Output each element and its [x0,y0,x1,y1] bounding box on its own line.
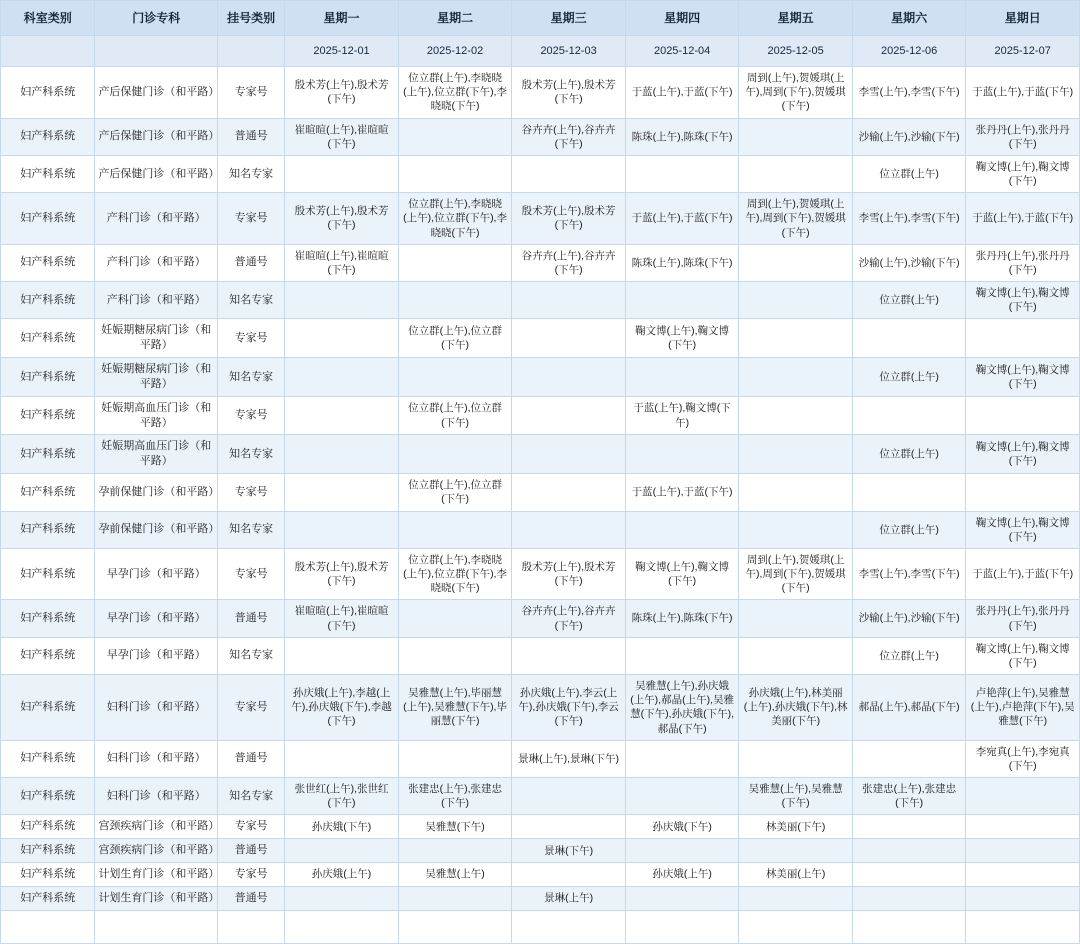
cell-specialty: 早孕门诊（和平路） [95,637,218,674]
cell-sunday: 鞠文博(上午),鞠文博(下午) [966,358,1080,397]
cell-monday [285,910,399,943]
cell-registration-type: 专家号 [218,319,285,358]
cell-tuesday: 张建忠(上午),张建忠(下午) [398,778,512,815]
cell-specialty: 产后保健门诊（和平路） [95,155,218,192]
cell-saturday [852,815,966,839]
cell-saturday [852,910,966,943]
header-friday: 星期五 [739,1,853,36]
cell-specialty: 产科门诊（和平路） [95,282,218,319]
cell-friday [739,118,853,155]
cell-thursday [625,778,739,815]
cell-friday [739,839,853,863]
cell-specialty: 产科门诊（和平路） [95,244,218,281]
cell-friday: 林美丽(上午) [739,863,853,887]
table-row [1,435,1080,474]
cell-wednesday: 殷术芳(上午),殷术芳(下午) [512,193,626,245]
cell-wednesday [512,815,626,839]
cell-thursday [625,282,739,319]
table-row [1,600,1080,637]
cell-tuesday: 位立群(上午),位立群(下午) [398,396,512,435]
table-row [1,319,1080,358]
cell-specialty: 妇科门诊（和平路） [95,778,218,815]
table-row [1,511,1080,548]
cell-specialty: 孕前保健门诊（和平路） [95,511,218,548]
cell-registration-type: 普通号 [218,118,285,155]
cell-specialty: 计划生育门诊（和平路） [95,886,218,910]
date-saturday: 2025-12-06 [852,36,966,67]
cell-thursday [625,358,739,397]
cell-wednesday: 殷术芳(上午),殷术芳(下午) [512,548,626,600]
cell-department: 妇产科系统 [1,244,95,281]
date-monday: 2025-12-01 [285,36,399,67]
cell-monday [285,511,399,548]
cell-saturday [852,319,966,358]
cell-thursday [625,910,739,943]
cell-saturday: 李雪(上午),李雪(下午) [852,548,966,600]
cell-thursday [625,839,739,863]
cell-department: 妇产科系统 [1,863,95,887]
cell-friday [739,474,853,511]
header-tuesday: 星期二 [398,1,512,36]
cell-wednesday: 谷卉卉(上午),谷卉卉(下午) [512,118,626,155]
header-specialty: 门诊专科 [95,1,218,36]
cell-specialty: 妊娠期糖尿病门诊（和平路） [95,358,218,397]
cell-tuesday [398,155,512,192]
cell-friday [739,886,853,910]
cell-thursday [625,511,739,548]
header-reg-type: 挂号类别 [218,1,285,36]
cell-department: 妇产科系统 [1,740,95,777]
cell-registration-type: 知名专家 [218,155,285,192]
cell-saturday: 沙输(上午),沙输(下午) [852,118,966,155]
cell-monday [285,886,399,910]
table-row [1,118,1080,155]
date-row [1,36,1080,67]
cell-thursday [625,740,739,777]
cell-department: 妇产科系统 [1,511,95,548]
table-row [1,886,1080,910]
date-tuesday: 2025-12-02 [398,36,512,67]
cell-specialty: 妊娠期高血压门诊（和平路） [95,435,218,474]
cell-registration-type: 普通号 [218,600,285,637]
header-monday: 星期一 [285,1,399,36]
cell-monday: 殷术芳(上午),殷术芳(下午) [285,548,399,600]
cell-monday [285,155,399,192]
cell-sunday [966,319,1080,358]
cell-friday [739,637,853,674]
cell-registration-type: 专家号 [218,548,285,600]
cell-saturday [852,863,966,887]
header-row [1,1,1080,36]
header-thursday: 星期四 [625,1,739,36]
cell-wednesday: 景琳(下午) [512,839,626,863]
cell-registration-type: 普通号 [218,886,285,910]
cell-department: 妇产科系统 [1,67,95,119]
cell-wednesday: 殷术芳(上午),殷术芳(下午) [512,67,626,119]
cell-saturday: 位立群(上午) [852,637,966,674]
header-saturday: 星期六 [852,1,966,36]
cell-saturday: 郝晶(上午),郝晶(下午) [852,675,966,741]
table-row [1,67,1080,119]
cell-specialty: 宫颈疾病门诊（和平路） [95,839,218,863]
cell-friday [739,155,853,192]
cell-friday [739,910,853,943]
cell-saturday [852,839,966,863]
date-cell-reg-type [218,36,285,67]
cell-sunday: 卢艳萍(上午),吴雅慧(上午),卢艳萍(下午),吴雅慧(下午) [966,675,1080,741]
cell-monday [285,474,399,511]
cell-sunday [966,778,1080,815]
cell-tuesday [398,244,512,281]
cell-department: 妇产科系统 [1,435,95,474]
cell-specialty: 计划生育门诊（和平路） [95,863,218,887]
cell-sunday: 鞠文博(上午),鞠文博(下午) [966,637,1080,674]
table-header [1,1,1080,36]
cell-department: 妇产科系统 [1,637,95,674]
cell-thursday: 陈珠(上午),陈珠(下午) [625,600,739,637]
cell-friday [739,435,853,474]
cell-friday [739,511,853,548]
cell-department: 妇产科系统 [1,118,95,155]
cell-tuesday: 吴雅慧(下午) [398,815,512,839]
cell-thursday [625,155,739,192]
cell-monday [285,319,399,358]
table-row [1,815,1080,839]
cell-sunday: 鞠文博(上午),鞠文博(下午) [966,435,1080,474]
cell-monday [285,839,399,863]
cell-friday [739,358,853,397]
cell-department: 妇产科系统 [1,886,95,910]
cell-tuesday: 位立群(上午),位立群(下午) [398,474,512,511]
cell-specialty: 产后保健门诊（和平路） [95,67,218,119]
cell-sunday: 鞠文博(上午),鞠文博(下午) [966,155,1080,192]
cell-wednesday [512,358,626,397]
cell-friday [739,282,853,319]
cell-department: 妇产科系统 [1,675,95,741]
cell-registration-type: 普通号 [218,740,285,777]
cell-wednesday: 谷卉卉(上午),谷卉卉(下午) [512,244,626,281]
cell-department [1,910,95,943]
cell-tuesday: 吴雅慧(上午) [398,863,512,887]
cell-sunday [966,839,1080,863]
cell-wednesday [512,511,626,548]
cell-saturday: 位立群(上午) [852,358,966,397]
cell-saturday: 李雪(上午),李雪(下午) [852,193,966,245]
cell-thursday: 孙庆娥(上午) [625,863,739,887]
cell-monday: 孙庆娥(上午) [285,863,399,887]
cell-specialty: 产后保健门诊（和平路） [95,118,218,155]
cell-friday [739,396,853,435]
table-row [1,358,1080,397]
cell-saturday: 位立群(上午) [852,282,966,319]
cell-saturday: 位立群(上午) [852,155,966,192]
cell-tuesday [398,511,512,548]
cell-wednesday [512,910,626,943]
cell-thursday: 于蓝(上午),鞠文博(下午) [625,396,739,435]
cell-friday [739,740,853,777]
cell-department: 妇产科系统 [1,319,95,358]
cell-tuesday [398,839,512,863]
cell-department: 妇产科系统 [1,358,95,397]
cell-specialty: 妇科门诊（和平路） [95,740,218,777]
table-row [1,839,1080,863]
table-body [1,36,1080,944]
cell-sunday: 李宛真(上午),李宛真(下午) [966,740,1080,777]
cell-tuesday [398,358,512,397]
cell-tuesday: 位立群(上午),李晓晓(上午),位立群(下午),李晓晓(下午) [398,193,512,245]
cell-tuesday [398,600,512,637]
cell-monday [285,637,399,674]
cell-registration-type: 专家号 [218,396,285,435]
cell-department: 妇产科系统 [1,474,95,511]
cell-specialty [95,910,218,943]
table-row [1,193,1080,245]
cell-registration-type: 专家号 [218,67,285,119]
cell-sunday: 于蓝(上午),于蓝(下午) [966,548,1080,600]
cell-wednesday [512,319,626,358]
cell-wednesday [512,396,626,435]
cell-specialty: 宫颈疾病门诊（和平路） [95,815,218,839]
cell-friday [739,600,853,637]
cell-registration-type: 专家号 [218,675,285,741]
cell-friday: 孙庆娥(上午),林美丽(上午),孙庆娥(下午),林美丽(下午) [739,675,853,741]
cell-wednesday [512,155,626,192]
cell-monday [285,740,399,777]
cell-registration-type: 专家号 [218,815,285,839]
cell-saturday [852,886,966,910]
cell-sunday [966,474,1080,511]
table-row [1,244,1080,281]
cell-department: 妇产科系统 [1,778,95,815]
cell-registration-type: 知名专家 [218,282,285,319]
cell-tuesday: 位立群(上午),位立群(下午) [398,319,512,358]
cell-tuesday [398,637,512,674]
cell-registration-type: 知名专家 [218,358,285,397]
cell-thursday: 于蓝(上午),于蓝(下午) [625,193,739,245]
date-friday: 2025-12-05 [739,36,853,67]
cell-tuesday [398,282,512,319]
cell-wednesday: 孙庆娥(上午),李云(上午),孙庆娥(下午),李云(下午) [512,675,626,741]
cell-thursday: 孙庆娥(下午) [625,815,739,839]
cell-sunday [966,396,1080,435]
table-row [1,396,1080,435]
cell-wednesday: 景琳(上午) [512,886,626,910]
cell-specialty: 早孕门诊（和平路） [95,600,218,637]
cell-monday: 崔暄暄(上午),崔暄暄(下午) [285,244,399,281]
cell-saturday: 沙输(上午),沙输(下午) [852,600,966,637]
cell-registration-type: 专家号 [218,863,285,887]
cell-friday: 吴雅慧(上午),吴雅慧(下午) [739,778,853,815]
cell-department: 妇产科系统 [1,600,95,637]
cell-monday: 崔暄暄(上午),崔暄暄(下午) [285,118,399,155]
cell-registration-type: 普通号 [218,839,285,863]
cell-registration-type: 知名专家 [218,778,285,815]
cell-specialty: 孕前保健门诊（和平路） [95,474,218,511]
cell-department: 妇产科系统 [1,839,95,863]
table-row [1,282,1080,319]
cell-tuesday [398,435,512,474]
cell-monday: 殷术芳(上午),殷术芳(下午) [285,67,399,119]
cell-saturday: 沙输(上午),沙输(下午) [852,244,966,281]
cell-sunday [966,886,1080,910]
date-thursday: 2025-12-04 [625,36,739,67]
cell-sunday: 于蓝(上午),于蓝(下午) [966,67,1080,119]
cell-friday: 周到(上午),贺媛琪(上午),周到(下午),贺媛琪(下午) [739,193,853,245]
cell-saturday [852,740,966,777]
table-row [1,548,1080,600]
cell-sunday: 鞠文博(上午),鞠文博(下午) [966,511,1080,548]
header-sunday: 星期日 [966,1,1080,36]
cell-wednesday: 景琳(上午),景琳(下午) [512,740,626,777]
cell-department: 妇产科系统 [1,155,95,192]
table-row [1,675,1080,741]
cell-monday [285,435,399,474]
cell-thursday: 于蓝(上午),于蓝(下午) [625,474,739,511]
date-cell-dept [1,36,95,67]
cell-monday [285,358,399,397]
cell-tuesday: 位立群(上午),李晓晓(上午),位立群(下午),李晓晓(下午) [398,548,512,600]
header-dept: 科室类别 [1,1,95,36]
cell-registration-type: 专家号 [218,193,285,245]
cell-specialty: 早孕门诊（和平路） [95,548,218,600]
cell-thursday [625,435,739,474]
cell-sunday [966,910,1080,943]
cell-department: 妇产科系统 [1,396,95,435]
cell-department: 妇产科系统 [1,282,95,319]
cell-saturday: 位立群(上午) [852,435,966,474]
cell-specialty: 妇科门诊（和平路） [95,675,218,741]
cell-monday: 崔暄暄(上午),崔暄暄(下午) [285,600,399,637]
cell-specialty: 产科门诊（和平路） [95,193,218,245]
cell-monday: 殷术芳(上午),殷术芳(下午) [285,193,399,245]
cell-saturday [852,396,966,435]
table-row [1,863,1080,887]
cell-tuesday [398,910,512,943]
cell-friday: 周到(上午),贺媛琪(上午),周到(下午),贺媛琪(下午) [739,67,853,119]
cell-sunday [966,863,1080,887]
cell-wednesday: 谷卉卉(上午),谷卉卉(下午) [512,600,626,637]
cell-tuesday: 吴雅慧(上午),毕丽慧(上午),吴雅慧(下午),毕丽慧(下午) [398,675,512,741]
cell-monday: 孙庆娥(下午) [285,815,399,839]
cell-wednesday [512,474,626,511]
cell-registration-type [218,910,285,943]
cell-friday [739,244,853,281]
cell-saturday: 张建忠(上午),张建忠(下午) [852,778,966,815]
cell-tuesday: 位立群(上午),李晓晓(上午),位立群(下午),李晓晓(下午) [398,67,512,119]
header-wednesday: 星期三 [512,1,626,36]
cell-sunday [966,815,1080,839]
cell-registration-type: 知名专家 [218,435,285,474]
cell-registration-type: 普通号 [218,244,285,281]
cell-thursday: 吴雅慧(上午),孙庆娥(上午),郝晶(上午),吴雅慧(下午),孙庆娥(下午),郝晶(下午) [625,675,739,741]
table-row [1,740,1080,777]
table-row [1,155,1080,192]
cell-tuesday [398,886,512,910]
cell-wednesday [512,282,626,319]
cell-thursday [625,637,739,674]
cell-specialty: 妊娠期糖尿病门诊（和平路） [95,319,218,358]
cell-saturday: 位立群(上午) [852,511,966,548]
cell-thursday: 陈珠(上午),陈珠(下午) [625,118,739,155]
table-row [1,910,1080,943]
cell-sunday: 张丹丹(上午),张丹丹(下午) [966,600,1080,637]
cell-registration-type: 知名专家 [218,637,285,674]
cell-thursday: 鞠文博(上午),鞠文博(下午) [625,319,739,358]
cell-department: 妇产科系统 [1,548,95,600]
cell-department: 妇产科系统 [1,193,95,245]
table-row [1,637,1080,674]
cell-sunday: 鞠文博(上午),鞠文博(下午) [966,282,1080,319]
cell-monday: 孙庆娥(上午),李越(上午),孙庆娥(下午),李越(下午) [285,675,399,741]
cell-wednesday [512,863,626,887]
cell-friday: 林美丽(下午) [739,815,853,839]
cell-sunday: 张丹丹(上午),张丹丹(下午) [966,118,1080,155]
cell-registration-type: 知名专家 [218,511,285,548]
cell-wednesday [512,637,626,674]
cell-thursday: 于蓝(上午),于蓝(下午) [625,67,739,119]
cell-specialty: 妊娠期高血压门诊（和平路） [95,396,218,435]
table-row [1,474,1080,511]
cell-thursday [625,886,739,910]
cell-saturday: 李雪(上午),李雪(下午) [852,67,966,119]
cell-sunday: 张丹丹(上午),张丹丹(下午) [966,244,1080,281]
cell-thursday: 鞠文博(上午),鞠文博(下午) [625,548,739,600]
cell-department: 妇产科系统 [1,815,95,839]
cell-tuesday [398,740,512,777]
cell-monday [285,282,399,319]
cell-wednesday [512,435,626,474]
date-cell-specialty [95,36,218,67]
cell-wednesday [512,778,626,815]
date-sunday: 2025-12-07 [966,36,1080,67]
cell-tuesday [398,118,512,155]
table-row [1,778,1080,815]
cell-registration-type: 专家号 [218,474,285,511]
date-wednesday: 2025-12-03 [512,36,626,67]
cell-saturday [852,474,966,511]
cell-friday [739,319,853,358]
cell-thursday: 陈珠(上午),陈珠(下午) [625,244,739,281]
cell-monday: 张世红(上午),张世红(下午) [285,778,399,815]
cell-monday [285,396,399,435]
cell-friday: 周到(上午),贺媛琪(上午),周到(下午),贺媛琪(下午) [739,548,853,600]
cell-sunday: 于蓝(上午),于蓝(下午) [966,193,1080,245]
